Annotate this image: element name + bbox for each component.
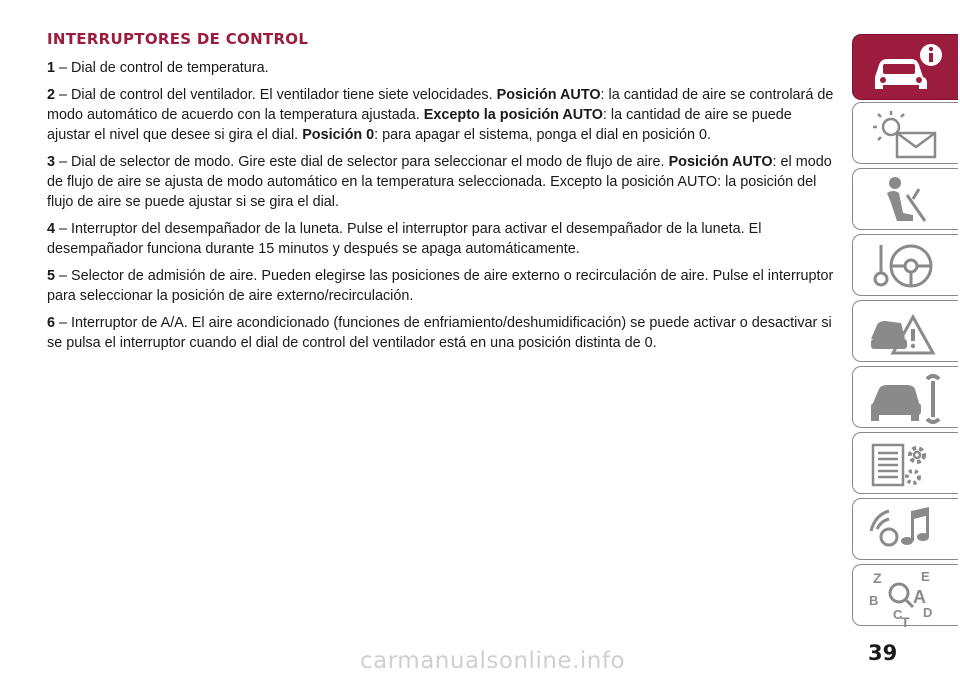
item-emphasis: Excepto la posición AUTO xyxy=(423,107,603,123)
list-item xyxy=(47,219,837,259)
list-item xyxy=(47,58,837,78)
key-steering-wheel-icon xyxy=(867,239,947,293)
item-text: : la cantidad de aire se controlará de modo automático de acuerdo con la temperatura ajustada. xyxy=(47,87,834,123)
item-number: 2 xyxy=(47,87,56,103)
seat-safety-icon xyxy=(867,173,947,227)
item-list xyxy=(47,58,837,353)
item-text: – Interruptor del desempañador de la luneta. Pulse el interruptor para activar el desempañador de la luneta. El desempañador funciona durante 15 minutos y después se apaga automáticamente. xyxy=(47,221,762,257)
item-text: – Dial de control de temperatura. xyxy=(55,60,269,76)
watermark: carmanualsonline.info xyxy=(360,648,626,674)
item-text: – Dial de selector de modo. Gire este dial de selector para seleccionar el modo de flujo de aire. xyxy=(55,154,669,170)
index-letter: Z xyxy=(873,570,882,586)
tab-emergency[interactable] xyxy=(852,300,958,362)
item-text: – Selector de admisión de aire. Pueden elegirse las posiciones de aire externo o recirculación de aire. Pulse el interruptor para seleccionar la posición de aire externo/recirculación. xyxy=(47,268,834,304)
tab-technical-data[interactable] xyxy=(852,432,958,494)
list-item xyxy=(47,152,837,212)
index-letter: D xyxy=(923,605,933,620)
item-number: 3 xyxy=(47,154,56,170)
tab-multimedia[interactable] xyxy=(852,498,958,560)
alphabetical-index-icon xyxy=(867,569,947,627)
tab-seat-safety[interactable] xyxy=(852,168,958,230)
section-title: INTERRUPTORES DE CONTROL xyxy=(47,30,309,48)
list-item xyxy=(47,266,837,306)
item-text: – Interruptor de A/A. El aire acondicionado (funciones de enfriamiento/deshumidificación) se puede activar o desactivar si se pulsa el interruptor cuando el dial de control del ventilador está en una posición distinta de 0. xyxy=(47,315,832,351)
maintenance-wrench-icon xyxy=(867,371,947,425)
item-number: 4 xyxy=(47,221,56,237)
car-info-icon xyxy=(867,39,947,97)
item-text: : el modo de flujo de aire se ajusta de modo automático en la temperatura seleccionada. Excepto la posición AUTO: la posición del flujo de aire se puede ajustar si se gira el dial. xyxy=(47,154,832,210)
list-item xyxy=(47,313,837,353)
index-letter: C xyxy=(893,607,903,622)
item-text: : para apagar el sistema, ponga el dial en posición 0. xyxy=(374,127,711,143)
index-letter: A xyxy=(913,587,926,607)
tab-car-info[interactable] xyxy=(852,34,958,100)
emergency-breakdown-icon xyxy=(867,305,947,359)
item-number: 5 xyxy=(47,268,56,284)
item-emphasis: Posición AUTO xyxy=(668,154,773,170)
tab-index[interactable] xyxy=(852,564,958,626)
item-emphasis: Posición AUTO xyxy=(496,87,601,103)
warning-lights-icon xyxy=(867,107,947,161)
index-letter: B xyxy=(869,593,879,608)
item-number: 1 xyxy=(47,60,56,76)
item-text: : la cantidad de aire se puede ajustar el nivel que desee si gira el dial. xyxy=(47,107,792,143)
tab-key-steering[interactable] xyxy=(852,234,958,296)
tab-warning-lights[interactable] xyxy=(852,102,958,164)
item-text: – Dial de control del ventilador. El ventilador tiene siete velocidades. xyxy=(55,87,497,103)
page-number: 39 xyxy=(868,641,898,665)
multimedia-music-icon xyxy=(867,503,947,557)
content-area xyxy=(47,30,837,360)
tab-maintenance[interactable] xyxy=(852,366,958,428)
item-emphasis: Posición 0 xyxy=(302,127,375,143)
index-letter: T xyxy=(901,614,910,627)
list-item xyxy=(47,85,837,145)
index-letter: E xyxy=(921,569,930,584)
technical-data-gear-icon xyxy=(867,437,947,491)
item-number: 6 xyxy=(47,315,56,331)
